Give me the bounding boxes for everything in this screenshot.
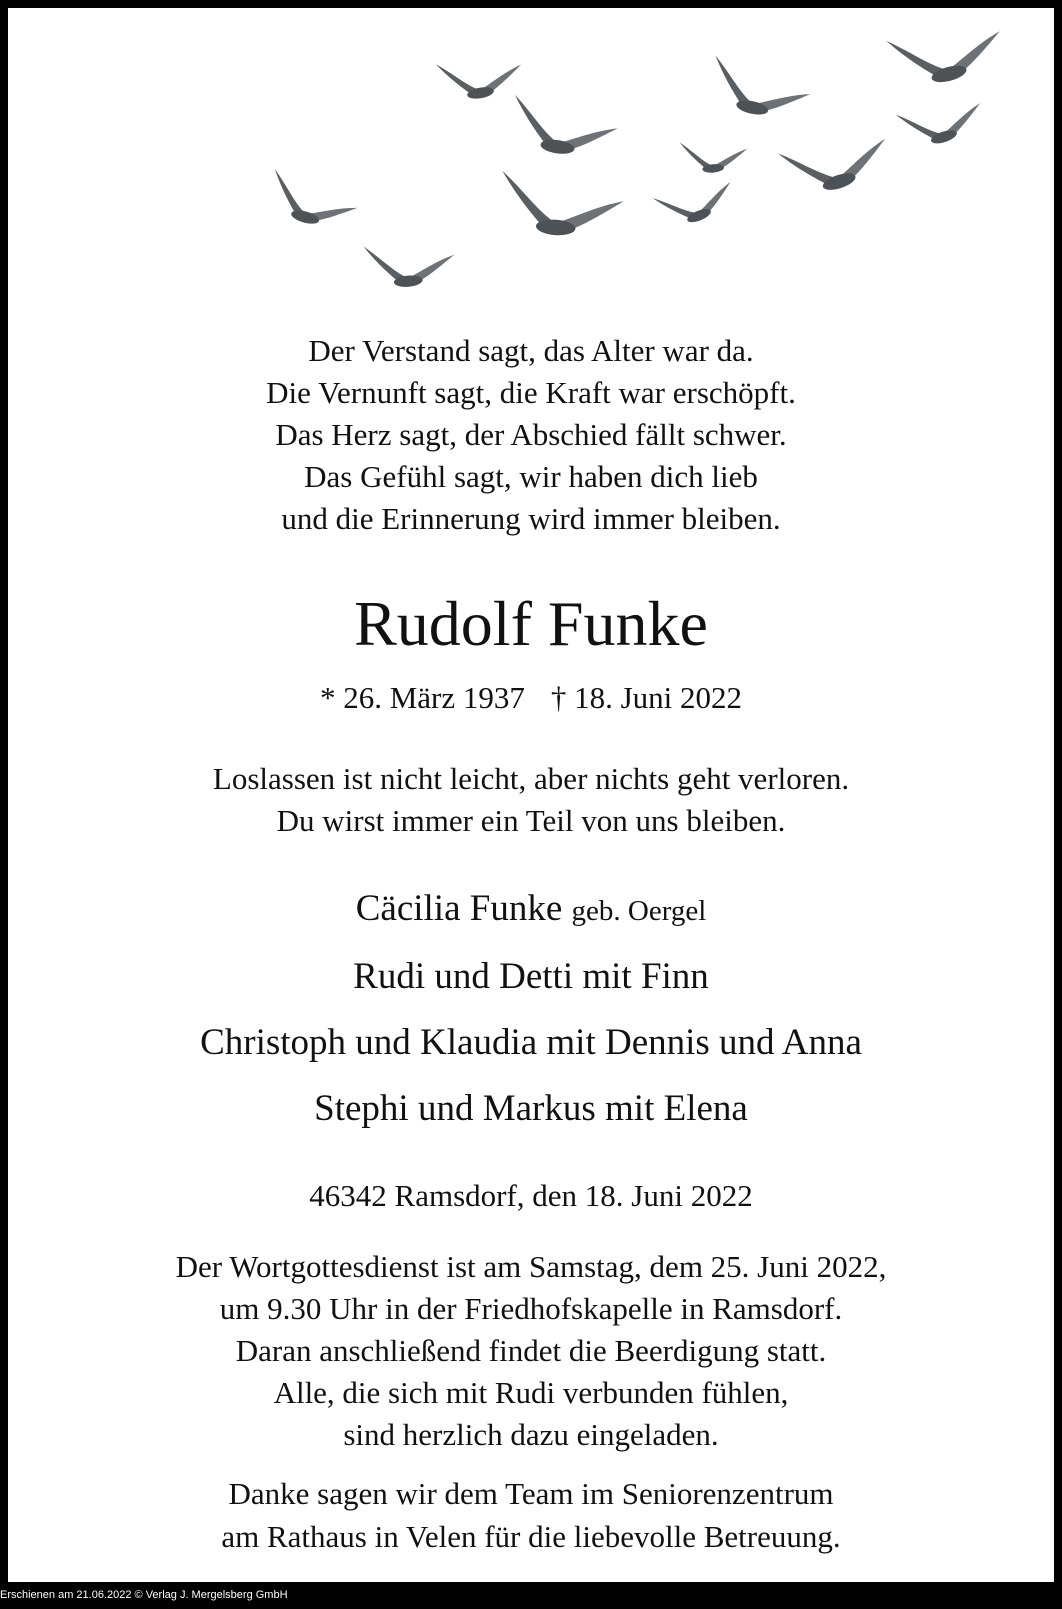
mourner-line: Rudi und Detti mit Finn bbox=[353, 956, 709, 997]
service-line: Alle, die sich mit Rudi verbunden fühlen, bbox=[273, 1375, 789, 1410]
service-line: Daran anschließend findet die Beerdigung statt. bbox=[235, 1333, 827, 1368]
poem-line: Die Vernunft sagt, die Kraft war erschöpft. bbox=[266, 375, 796, 410]
mourner-line: Christoph und Klaudia mit Dennis und Anna bbox=[200, 1022, 862, 1063]
spouse-name: Cäcilia Funke bbox=[355, 888, 563, 929]
obituary-notice bbox=[8, 8, 1054, 1582]
mourner-line: Stephi und Markus mit Elena bbox=[314, 1088, 748, 1129]
farewell-quote bbox=[8, 758, 1054, 842]
service-line: Der Wortgottesdienst ist am Samstag, dem 25. Juni 2022, bbox=[175, 1249, 887, 1284]
poem-line: Der Verstand sagt, das Alter war da. bbox=[308, 333, 754, 368]
place-and-date: 46342 Ramsdorf, den 18. Juni 2022 bbox=[309, 1178, 753, 1213]
service-line: sind herzlich dazu eingeladen. bbox=[343, 1417, 719, 1452]
life-dates bbox=[8, 678, 1054, 718]
mourners-list bbox=[8, 876, 1054, 1142]
spouse-maiden-name: geb. Oergel bbox=[571, 895, 707, 927]
birth-date: * 26. März 1937 bbox=[319, 680, 525, 715]
poem-line: Das Herz sagt, der Abschied fällt schwer. bbox=[275, 417, 787, 452]
thanks-line: am Rathaus in Velen für die liebevolle Betreuung. bbox=[221, 1519, 841, 1554]
death-date: † 18. Juni 2022 bbox=[550, 680, 743, 715]
service-info bbox=[8, 1246, 1054, 1456]
seagulls-icon bbox=[8, 8, 1054, 328]
deceased-name: Rudolf Funke bbox=[354, 588, 708, 659]
poem-line: Das Gefühl sagt, wir haben dich lieb bbox=[304, 459, 758, 494]
quote-line: Loslassen ist nicht leicht, aber nichts geht verloren. bbox=[212, 761, 850, 796]
publication-footer: Erschienen am 21.06.2022 © Verlag J. Mergelsberg GmbH bbox=[0, 1589, 288, 1601]
thanks-line: Danke sagen wir dem Team im Seniorenzentrum bbox=[228, 1476, 834, 1511]
service-line: um 9.30 Uhr in der Friedhofskapelle in Ramsdorf. bbox=[219, 1291, 843, 1326]
quote-line: Du wirst immer ein Teil von uns bleiben. bbox=[276, 803, 786, 838]
thanks-note bbox=[8, 1472, 1054, 1558]
poem-line: und die Erinnerung wird immer bleiben. bbox=[281, 501, 781, 536]
poem bbox=[8, 330, 1054, 540]
mourner-spouse bbox=[8, 876, 1054, 944]
